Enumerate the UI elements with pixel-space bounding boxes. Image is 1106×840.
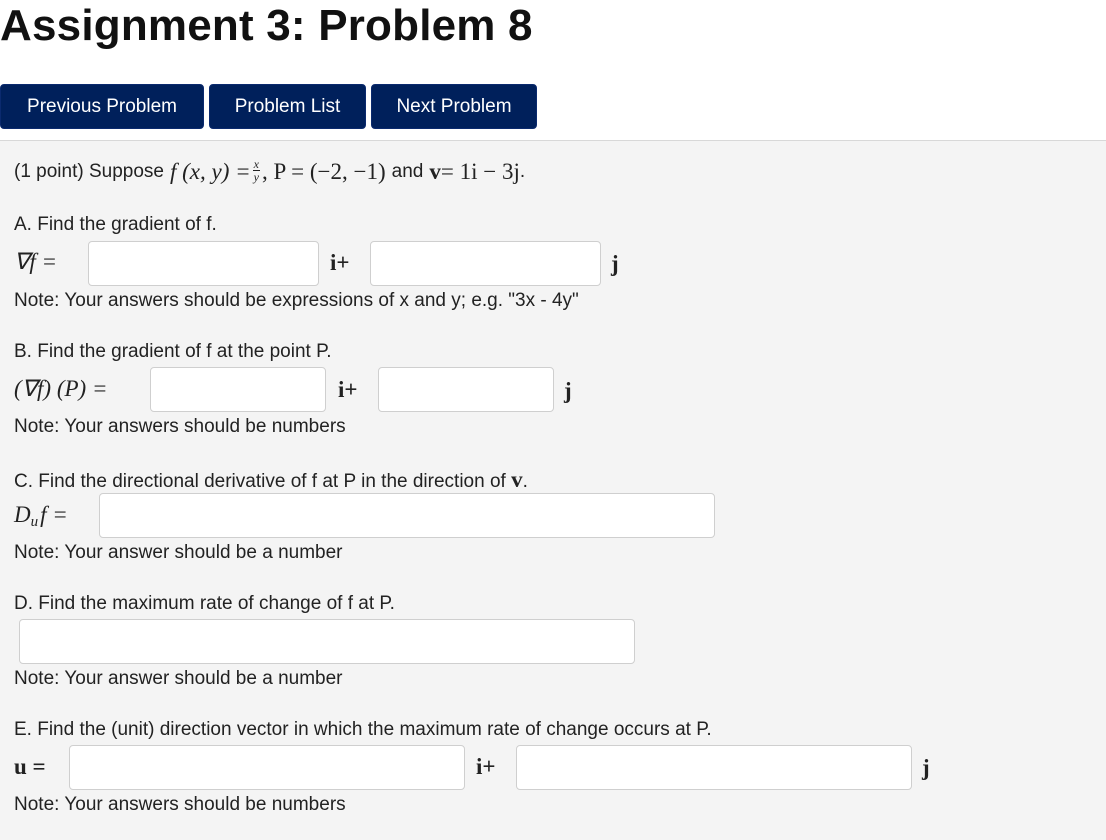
part-c-input[interactable]: [99, 493, 715, 538]
points-label: (1 point) Suppose: [14, 161, 164, 182]
fraction-numerator: x: [253, 156, 259, 171]
part-e-lhs: u =: [14, 754, 46, 779]
and-word: and: [391, 161, 424, 182]
part-c-prompt-period: .: [522, 471, 528, 492]
function-fraction: [253, 158, 260, 183]
vector-v-definition: = 1i − 3j: [440, 159, 520, 184]
point-definition: , P = (−2, −1): [261, 159, 386, 184]
part-b-i-input[interactable]: [150, 367, 326, 412]
part-a-prompt: A. Find the gradient of f.: [14, 214, 217, 235]
part-e-j-label: j: [922, 755, 930, 780]
part-c-prompt: [14, 467, 528, 493]
part-b-prompt: B. Find the gradient of f at the point P.: [14, 341, 332, 362]
part-b-i-label: i+: [338, 377, 358, 402]
part-a-i-input[interactable]: [88, 241, 319, 286]
fraction-denominator: y: [253, 169, 259, 184]
part-c-lhs: [14, 502, 68, 528]
part-a-j-input[interactable]: [370, 241, 601, 286]
part-a-lhs: ∇f =: [14, 249, 58, 274]
problem-statement: [14, 156, 525, 188]
part-b-lhs: (∇f) (P) =: [14, 376, 108, 401]
part-d-note: Note: Your answer should be a number: [14, 668, 343, 689]
statement-period: .: [519, 161, 526, 182]
part-c-lhs-d: D: [14, 502, 31, 527]
function-lhs: f (x, y) =: [170, 159, 251, 184]
part-e-prompt: E. Find the (unit) direction vector in which the maximum rate of change occurs at P.: [14, 719, 712, 740]
previous-problem-button[interactable]: Previous Problem: [0, 84, 204, 129]
part-a-i-label: i+: [330, 250, 350, 275]
part-a-j-label: j: [611, 251, 619, 276]
part-d-input[interactable]: [19, 619, 635, 664]
part-b-note: Note: Your answers should be numbers: [14, 416, 346, 437]
part-b-j-input[interactable]: [378, 367, 554, 412]
page-title: Assignment 3: Problem 8: [0, 1, 533, 50]
part-a-note: Note: Your answers should be expressions of x and y; e.g. "3x - 4y": [14, 290, 579, 311]
vector-v-symbol: v: [429, 159, 441, 184]
part-c-note: Note: Your answer should be a number: [14, 542, 343, 563]
part-d-prompt: D. Find the maximum rate of change of f at P.: [14, 593, 395, 614]
part-c-lhs-sub: u: [30, 514, 39, 530]
part-b-j-label: j: [564, 378, 572, 403]
part-c-prompt-text: C. Find the directional derivative of f at P in the direction of: [14, 471, 506, 492]
problem-list-button[interactable]: Problem List: [209, 84, 366, 129]
next-problem-button[interactable]: Next Problem: [371, 84, 537, 129]
part-e-i-input[interactable]: [69, 745, 465, 790]
part-e-j-input[interactable]: [516, 745, 912, 790]
part-c-vector-v: v: [511, 467, 523, 492]
part-e-note: Note: Your answers should be numbers: [14, 794, 346, 815]
part-e-i-label: i+: [476, 754, 496, 779]
part-c-lhs-rest: f =: [40, 502, 68, 527]
